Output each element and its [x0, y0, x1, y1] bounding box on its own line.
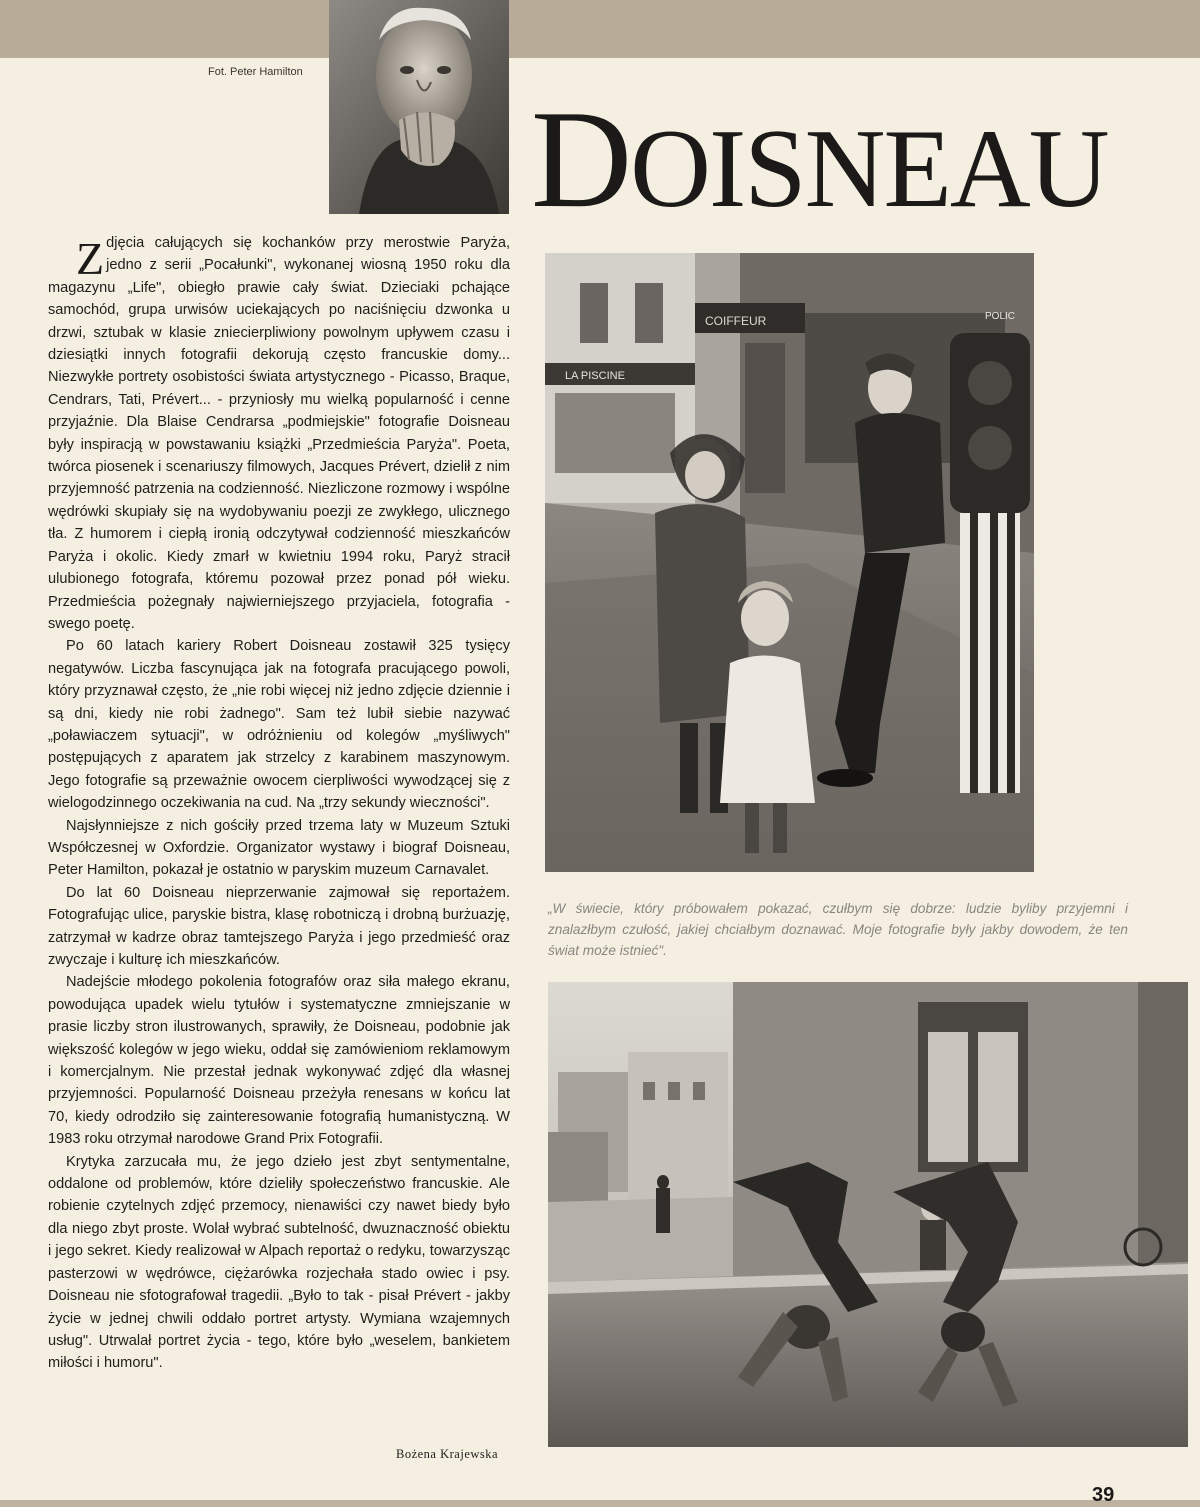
portrait-photo: [329, 0, 509, 214]
title-rest: OISNEAU: [630, 107, 1108, 231]
paragraph-1-text: djęcia całujących się kochanków przy merostwie Paryża, jedno z serii „Pocałunki", wykonanej wiosną 1950 roku dla magazynu „Life", obiegło prawie cały świat. Dzieciaki pchające samochód, grupa urwisów uciekających po naciśnięciu dzwonka u drzwi, sztubak w klasie zniecierpliwiony powolnym upływem czasu i dziesiątki innych fotografii dekorują często francuskie domy... Niezwykłe portrety osobistości świata artystycznego - Picasso, Braque, Cendrars, Tati, Prévert... - przyniosły mu wielką popularność i cenne przyjaźnie. Dla Blaise Cendrarsa „podmiejskie" fotografie Doisneau były inspiracją w powstawaniu książki „Przedmieścia Paryża". Poeta, twórca piosenek i scenariuszy filmowych, Jacques Prévert, dzielił z nim przyjemność patrzenia na codzienność. Niezliczone rozmowy i wspólne wędrówki skupiały się na wydobywaniu poezji ze zwykłego, ulicznego tła. Z humorem i ciepłą ironią odczytywał codzienność mieszkańców Paryża i okolic. Kiedy zmarł w kwietniu 1994 roku, Paryż stracił ulubionego fotografa, któremu pozował przez ponad pół wieku. Przedmieścia pożegnały najwierniejszego przyjaciela, fotografia - swego poetę.: [48, 235, 510, 632]
article-title: [531, 82, 1171, 239]
street-children-photo: [545, 253, 1034, 872]
title-initial: D: [531, 82, 631, 237]
paragraph-3: Najsłynniejsze z nich gościły przed trzema laty w Muzeum Sztuki Współczesnej w Oxfordzie. Organizator wystawy i biograf Doisneau, Peter Hamilton, pokazał je ostatnio w paryskim muzeum Carnavalet.: [48, 817, 510, 879]
handstand-boys-photo: [548, 982, 1188, 1447]
sign-police: POLIC: [985, 311, 1016, 322]
paragraph-5: Nadejście młodego pokolenia fotografów oraz siła małego ekranu, powodująca upadek wielu tytułów i systematyczne zmniejszanie w prasie liczby stron ilustrowanych, sprawiły, że Doisneau, podobnie jak większość kolegów w jego wieku, oddał się zamówieniom reklamowym i komercjalnym. Nie przestał jednak wykonywać zdjęć dla własnej przyjemności. Popularność Doisneau przeżyła renesans w końcu lat 70, kiedy odrodziło się zainteresowanie fotografią humanistyczną. W 1983 roku otrzymał narodowe Grand Prix Fotografii.: [48, 974, 510, 1148]
sign-coiffeur: COIFFEUR: [705, 314, 767, 328]
sign-la-piscine: LA PISCINE: [565, 370, 625, 382]
drop-cap: Z: [76, 233, 105, 284]
paragraph-4: Do lat 60 Doisneau nieprzerwanie zajmował się reportażem. Fotografując ulice, paryskie bistra, klasę robotniczą i drobną burżuazję, zatrzymał w kadrze obraz tamtejszego Paryża i jego przedmieść oraz zwyczaje i kulturę ich mieszkańców.: [48, 884, 510, 968]
top-page-edge: [0, 0, 1200, 58]
photo-credit: Fot. Peter Hamilton: [208, 66, 303, 78]
author-signature: Bożena Krajewska: [396, 1447, 499, 1461]
paragraph-6: Krytyka zarzucała mu, że jego dzieło jest zbyt sentymentalne, oddalone od problemów, które dzieliły społeczeństwo francuskie. Ale robienie czytelnych zdjęć przemocy, nienawiści czy nawet biedy było dla niego zbyt proste. Wolał wybrać subtelność, dwuznaczność obiektu i jego sekret. Kiedy realizował w Alpach reportaż o redyku, towarzysząc pasterzowi w wędrówce, ciężarówka rozjechała stado owiec i psy. Doisneau nie sfotografował tragedii. „Było to tak - pisał Prévert - jakby życie w jednej chwili oddało portret artysty. Wymiana wzajemnych usług". Utrwalał portret życia - tego, które było „weselem, bankietem miłości i humoru".: [48, 1153, 510, 1372]
article-body: [48, 232, 510, 1375]
photo-caption: „W świecie, który próbowałem pokazać, czułbym się dobrze: ludzie byliby przyjemni i znalazłbym czułość, jakiej chciałbym doznawać. Moje fotografie były jakby dowodem, że ten świat może istnieć".: [548, 901, 1128, 958]
paragraph-2: Po 60 latach kariery Robert Doisneau zostawił 325 tysięcy negatywów. Liczba fascynująca jak na fotografa pracującego powoli, który przyznawał często, że „nie robi więcej niż jedno zdjęcie dziennie i są dni, kiedy nie robi żadnego". Sam też lubił siebie nazywać „poławiaczem sytuacji", w odróżnieniu od kolegów „myśliwych" postępujących z aparatem jak strzelcy z karabinem maszynowym. Jego fotografie są przeważnie owocem cierpliwości wywodzącej się z wielogodzinnego oczekiwania na cud. Na „trzy sekundy wieczności".: [48, 638, 510, 812]
page-number: 39: [1092, 1484, 1115, 1506]
paragraph-1: [48, 232, 510, 635]
